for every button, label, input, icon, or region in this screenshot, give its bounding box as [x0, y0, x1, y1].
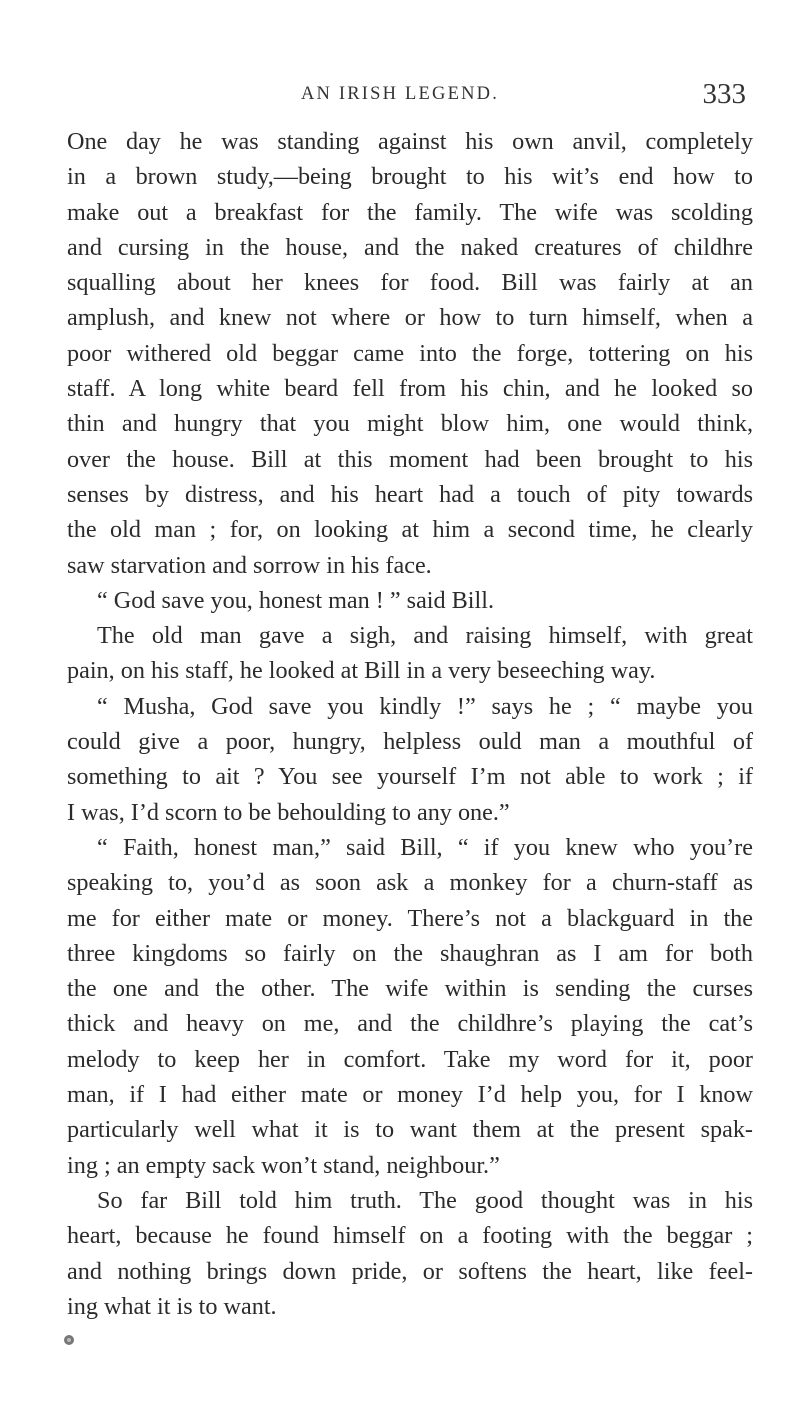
- text-line: the one and the other. The wife within is sending the curses: [67, 975, 753, 1003]
- body-text: [67, 124, 753, 1324]
- text-line: squalling about her knees for food. Bill was fairly at an: [67, 269, 753, 297]
- ink-dot-ornament: [64, 1335, 74, 1345]
- text-line: and nothing brings down pride, or softens the heart, like feel-: [67, 1257, 753, 1285]
- text-line: ing what it is to want.: [67, 1292, 277, 1320]
- text-line: something to ait ? You see yourself I’m not able to work ; if: [67, 763, 753, 791]
- text-line: speaking to, you’d as soon ask a monkey for a churn-staff as: [67, 869, 753, 897]
- text-line: man, if I had either mate or money I’d help you, for I know: [67, 1081, 753, 1109]
- text-line: amplush, and knew not where or how to turn himself, when a: [67, 304, 753, 332]
- page-number: 333: [702, 78, 746, 110]
- text-line: “ God save you, honest man ! ” said Bill.: [97, 586, 495, 614]
- text-line: ing ; an empty sack won’t stand, neighbour.”: [67, 1151, 500, 1179]
- text-line: the old man ; for, on looking at him a second time, he clearly: [67, 516, 753, 544]
- text-line: staff. A long white beard fell from his chin, and he looked so: [67, 375, 753, 403]
- text-line: and cursing in the house, and the naked creatures of childhre: [67, 233, 753, 261]
- text-line: poor withered old beggar came into the forge, tottering on his: [67, 339, 753, 367]
- text-line: melody to keep her in comfort. Take my word for it, poor: [67, 1045, 753, 1073]
- text-line: So far Bill told him truth. The good thought was in his: [97, 1186, 753, 1214]
- text-line: The old man gave a sigh, and raising himself, with great: [97, 622, 753, 650]
- text-line: One day he was standing against his own anvil, completely: [67, 128, 753, 155]
- text-line: over the house. Bill at this moment had been brought to his: [67, 445, 753, 473]
- text-line: particularly well what it is to want them at the present spak-: [67, 1116, 753, 1144]
- text-line: thin and hungry that you might blow him, one would think,: [67, 410, 753, 438]
- text-line: pain, on his staff, he looked at Bill in a very beseeching way.: [67, 657, 656, 685]
- text-line: “ Faith, honest man,” said Bill, “ if you knew who you’re: [97, 833, 753, 861]
- text-line: in a brown study,—being brought to his wit’s end how to: [67, 163, 753, 191]
- text-line: heart, because he found himself on a footing with the beggar ;: [67, 1222, 753, 1250]
- text-line: thick and heavy on me, and the childhre’s playing the cat’s: [67, 1010, 753, 1038]
- running-title: AN IRISH LEGEND.: [300, 84, 500, 104]
- text-line: make out a breakfast for the family. The wife was scolding: [67, 198, 753, 226]
- text-line: I was, I’d scorn to be behoulding to any one.”: [67, 798, 510, 826]
- text-line: saw starvation and sorrow in his face.: [67, 551, 432, 579]
- text-line: could give a poor, hungry, helpless ould man a mouthful of: [67, 728, 753, 756]
- text-line: three kingdoms so fairly on the shaughran as I am for both: [67, 939, 753, 967]
- running-head: [0, 78, 800, 112]
- text-line: senses by distress, and his heart had a touch of pity towards: [67, 480, 753, 508]
- text-line: me for either mate or money. There’s not a blackguard in the: [67, 904, 753, 932]
- text-line: “ Musha, God save you kindly !” says he ; “ maybe you: [97, 692, 753, 720]
